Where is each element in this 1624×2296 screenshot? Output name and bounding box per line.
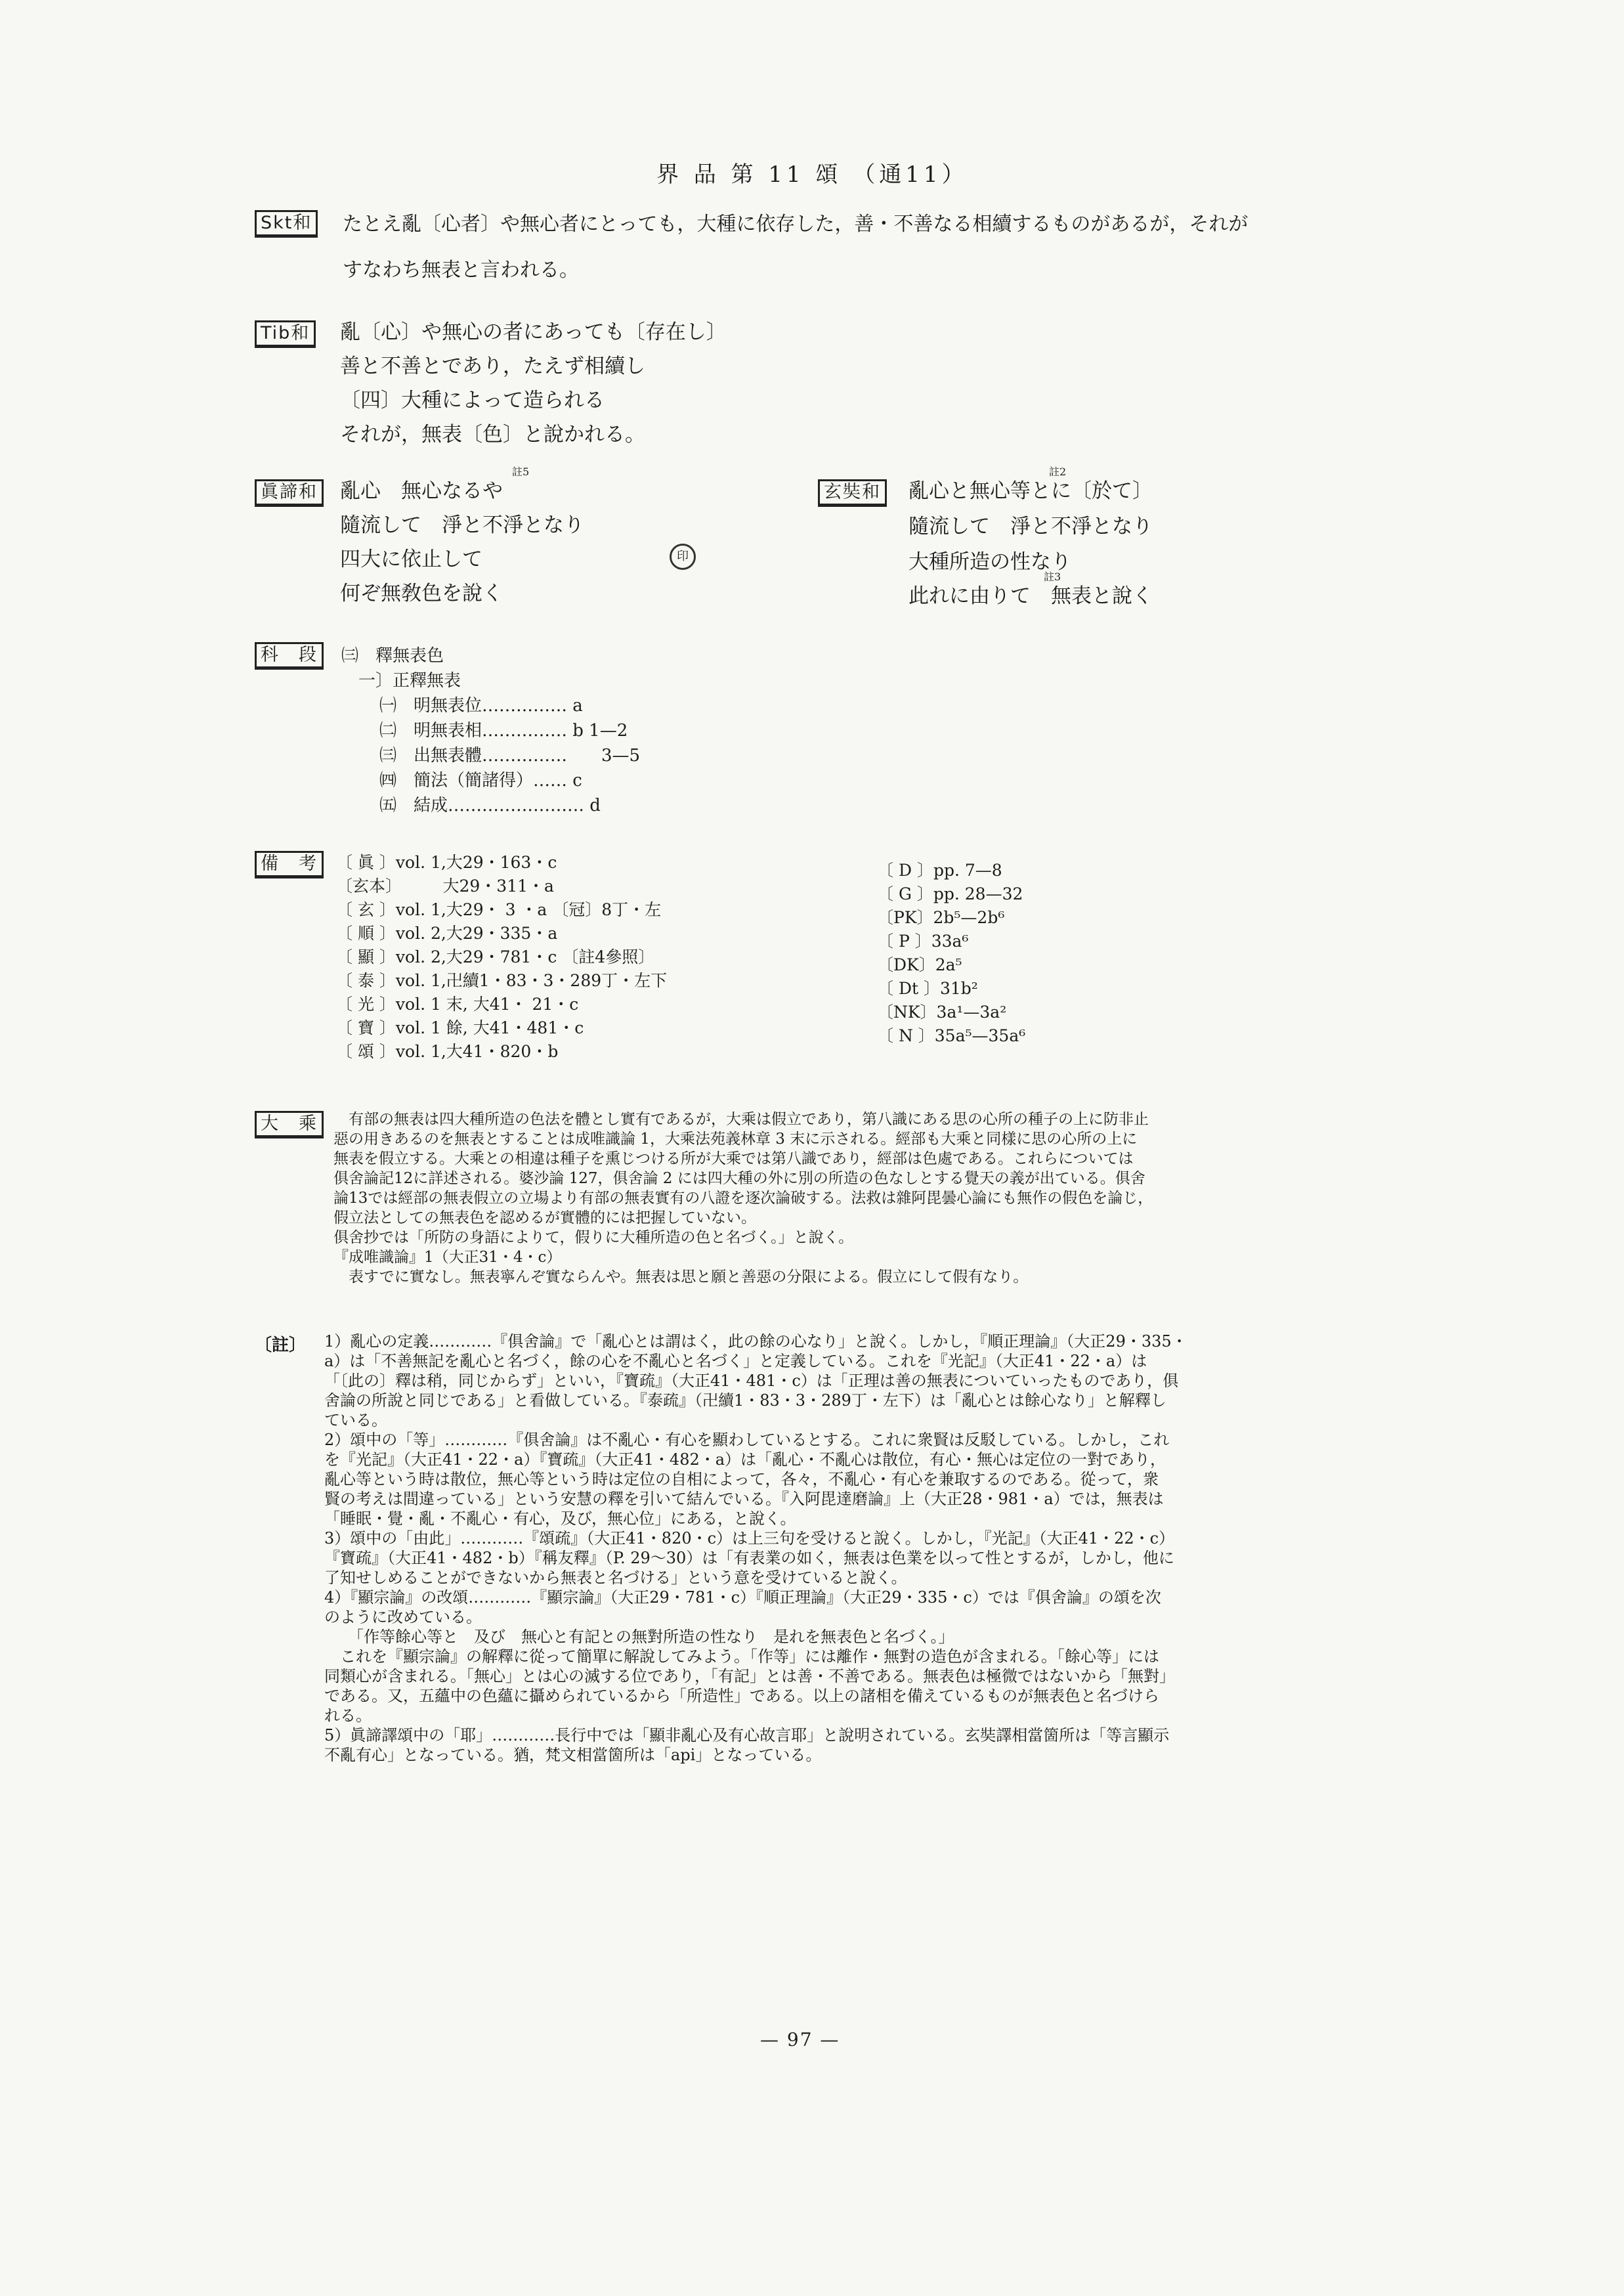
note-line-4: 舍論の所說と同じである」と看做している。『泰疏』（卍續1・83・3・289丁・左下）は「亂心とは餘心なり」と解釋し	[324, 1391, 1166, 1410]
biko-left-9: 〔 頌 〕vol. 1,大41・820・b	[336, 1042, 559, 1061]
daijo-line-5: 論13では經部の無表假立の立場より有部の無表實有の八證を逐次論破する。法救は雜阿毘曇心論にも無作の假色を論じ，	[333, 1190, 1153, 1207]
note-line-3: 「〔此の〕釋は稍，同じからず」といい，『寶疏』（大正41・481・c）は「正理は善の無表についていったものであり，俱	[324, 1372, 1179, 1390]
note-line-15: のように改めている。	[324, 1608, 482, 1626]
biko-left-8: 〔 寶 〕vol. 1 餘, 大41・481・c	[336, 1018, 584, 1037]
shintai-line-3: 四大に依止して	[340, 548, 482, 571]
note-line-21: 5）眞諦譯頌中の「耶」…………長行中では「顯非亂心及有心故言耶」と說明されている。玄奘譯相當箇所は「等言顯示	[324, 1726, 1170, 1744]
note-line-13: 了知せしめることができないから無表と名づける」という意を受けていると說く。	[324, 1569, 907, 1587]
tib-line-2: 善と不善とであり，たえず相續し	[340, 355, 645, 378]
daijo-line-8: 『成唯識論』1（大正31・4・c）	[333, 1249, 562, 1266]
kadan-item-5: ㈤ 結成…………………… d	[379, 796, 601, 815]
tib-tag: Tib和	[255, 320, 316, 348]
daijo-line-7: 俱舍抄では「所防の身語によりて，假りに大種所造の色と名づく。」と說く。	[333, 1229, 854, 1246]
daijo-line-1: 有部の無表は四大種所造の色法を體とし實有であるが，大乘は假立であり，第八識にある思の心所の種子の上に防非止	[333, 1111, 1149, 1128]
biko-left-1: 〔 眞 〕vol. 1,大29・163・c	[336, 853, 557, 872]
note-line-5: ている。	[324, 1411, 387, 1429]
biko-left-5: 〔 顯 〕vol. 2,大29・781・c 〔註4參照〕	[336, 947, 655, 966]
biko-right-8: 〔 N 〕35a⁵—35a⁶	[877, 1026, 1026, 1045]
genjo-note-3: 註3	[1044, 571, 1061, 583]
note-line-6: 2）頌中の「等」…………『俱舍論』は不亂心・有心を顯わしているとする。これに衆賢は反駁している。しかし，これ	[324, 1431, 1170, 1449]
note-line-1: 1）亂心の定義…………『俱舍論』で「亂心とは謂はく，此の餘の心なり」と說く。しかし，『順正理論』（大正29・335・	[324, 1332, 1187, 1351]
genjo-tag: 玄奘和	[818, 479, 887, 507]
notes-block	[324, 1332, 1375, 1765]
page-number: — 97 —	[760, 2029, 840, 2050]
note-line-8: 亂心等という時は散位，無心等という時は定位の自相によって，各々，不亂心・有心を兼取するのである。從って，衆	[324, 1470, 1159, 1488]
biko-right-1: 〔 D 〕pp. 7—8	[877, 861, 1002, 880]
biko-left-2: 〔玄本〕 大29・311・a	[336, 877, 554, 896]
note-line-20: れる。	[324, 1706, 372, 1725]
genjo-note-2: 註2	[1049, 466, 1067, 478]
note-line-16: 「作等餘心等と 及び 無心と有記との無對所造の性なり 是れを無表色と名づく。」	[324, 1628, 954, 1646]
daijo-line-6: 假立法としての無表色を認めるが實體的には把握していない。	[333, 1209, 756, 1226]
shintai-tag: 眞諦和	[255, 479, 324, 507]
daijo-tag: 大 乘	[255, 1111, 324, 1138]
daijo-line-4: 俱舍論記12に詳述される。婆沙論 127，俱舍論 2 には四大種の外に別の所造の色なしとする覺天の義が出ている。俱舍	[333, 1170, 1145, 1187]
skt-line-1: たとえ亂〔心者〕や無心者にとっても，大種に依存した，善・不善なる相續するものがあるが，それが	[343, 213, 1249, 236]
biko-right-3: 〔PK〕2b⁵—2b⁶	[877, 908, 1005, 927]
biko-right-6: 〔 Dt 〕31b²	[877, 979, 978, 998]
note-line-18: 同類心が含まれる。「無心」とは心の滅する位であり，「有記」とは善・不善である。無表色は極微ではないから「無對」	[324, 1667, 1175, 1685]
tib-line-4: それが，無表〔色〕と說かれる。	[340, 423, 645, 446]
note-line-7: を『光記』（大正41・22・a）『寶疏』（大正41・482・a）は「亂心・不亂心は散位，有心・無心は定位の一對であり，	[324, 1450, 1166, 1469]
note-line-2: a）は「不善無記を亂心と名づく，餘の心を不亂心と名づく」と定義している。これを『光記』（大正41・22・a）は	[324, 1352, 1147, 1370]
daijo-line-9: 表すでに實なし。無表寧んぞ實ならんや。無表は思と願と善惡の分限による。假立にして假有なり。	[333, 1268, 1029, 1286]
biko-right-7: 〔NK〕3a¹—3a²	[877, 1003, 1007, 1022]
kadan-item-1: ㈠ 明無表位…………… a	[379, 696, 583, 716]
shintai-line-2: 隨流して 淨と不淨となり	[340, 513, 584, 537]
note-line-9: 賢の考えは間違っている」という安慧の釋を引いて結んでいる。『入阿毘達磨論』上（大正28・981・a）では，無表は	[324, 1490, 1164, 1508]
note-line-14: 4）『顯宗論』の改頌…………『顯宗論』（大正29・781・c）『順正理論』（大正29・335・c）では『俱舍論』の頌を次	[324, 1588, 1161, 1607]
daijo-line-2: 惡の用きあるのを無表とすることは成唯識論 1，大乘法苑義林章 3 末に示される。經部も大乘と同樣に思の心所の上に	[333, 1131, 1138, 1148]
note-line-11: 3）頌中の「由此」…………『頌疏』（大正41・820・c）は上三句を受けると說く。しかし，『光記』（大正41・22・c）	[324, 1529, 1175, 1548]
daijo-line-3: 無表を假立する。大乘との相違は種子を熏じつける所が大乘では第八識であり，經部は色處である。これらについては	[333, 1150, 1134, 1167]
genjo-line-1: 亂心と無心等とに〔於て〕	[908, 479, 1153, 503]
shintai-line-4: 何ぞ無敎色を說く	[340, 582, 503, 605]
kadan-sub: 一〕正釋無表	[358, 671, 461, 691]
genjo-line-3: 大種所造の性なり	[908, 550, 1071, 574]
kadan-item-3: ㈢ 出無表體…………… 3—5	[379, 746, 641, 766]
notes-tag: 〔註〕	[255, 1335, 307, 1355]
skt-tag: Skt和	[255, 210, 318, 238]
kadan-tag: 科 段	[255, 642, 324, 670]
skt-line-2: すなわち無表と言われる。	[343, 259, 579, 282]
note-line-10: 「睡眠・覺・亂・不亂心・有心，及び，無心位」にある，と說く。	[324, 1509, 796, 1528]
tib-line-1: 亂〔心〕や無心の者にあっても〔存在し〕	[340, 320, 727, 344]
biko-right-4: 〔 P 〕33a⁶	[877, 932, 969, 951]
biko-left-4: 〔 順 〕vol. 2,大29・335・a	[336, 924, 558, 943]
biko-right-2: 〔 G 〕pp. 28—32	[877, 884, 1023, 903]
kadan-item-2: ㈡ 明無表相…………… b 1—2	[379, 721, 628, 741]
daijo-block	[333, 1110, 1377, 1287]
biko-right-5: 〔DK〕2a⁵	[877, 955, 962, 974]
genjo-line-4: 此れに由りて 無表と說く	[908, 584, 1153, 608]
biko-left-7: 〔 光 〕vol. 1 末, 大41・ 21・c	[336, 995, 579, 1014]
shintai-line-1: 亂心 無心なるや	[340, 479, 503, 503]
genjo-line-2: 隨流して 淨と不淨となり	[908, 515, 1153, 538]
kadan-head: ㈢ 釋無表色	[341, 646, 444, 666]
note-line-19: である。又，五蘊中の色蘊に攝められているから「所造性」である。以上の諸相を備えているものが無表色と名づけら	[324, 1687, 1159, 1705]
page-title: 界 品 第 11 頌 （通11）	[656, 162, 968, 188]
tib-line-3: 〔四〕大種によって造られる	[340, 389, 605, 412]
shintai-note-5: 註5	[512, 466, 530, 478]
note-line-22: 不亂有心」となっている。猶，梵文相當箇所は「api」となっている。	[324, 1746, 822, 1764]
note-line-12: 『寶疏』（大正41・482・b）『稱友釋』（P. 29〜30）は「有表業の如く，無表は色業を以って性とするが，しかし，他に	[324, 1549, 1174, 1567]
biko-left-3: 〔 玄 〕vol. 1,大29・ 3 ・a 〔冠〕8丁・左	[336, 900, 662, 919]
biko-tag: 備 考	[255, 851, 324, 878]
seal-mark: 印	[670, 544, 696, 570]
note-line-17: これを『顯宗論』の解釋に從って簡單に解說してみよう。「作等」には離作・無對の造色が含まれる。「餘心等」には	[324, 1647, 1159, 1666]
biko-left-6: 〔 泰 〕vol. 1,卍續1・83・3・289丁・左下	[336, 971, 668, 990]
kadan-item-4: ㈣ 簡法（簡諸得）…… c	[379, 771, 582, 791]
